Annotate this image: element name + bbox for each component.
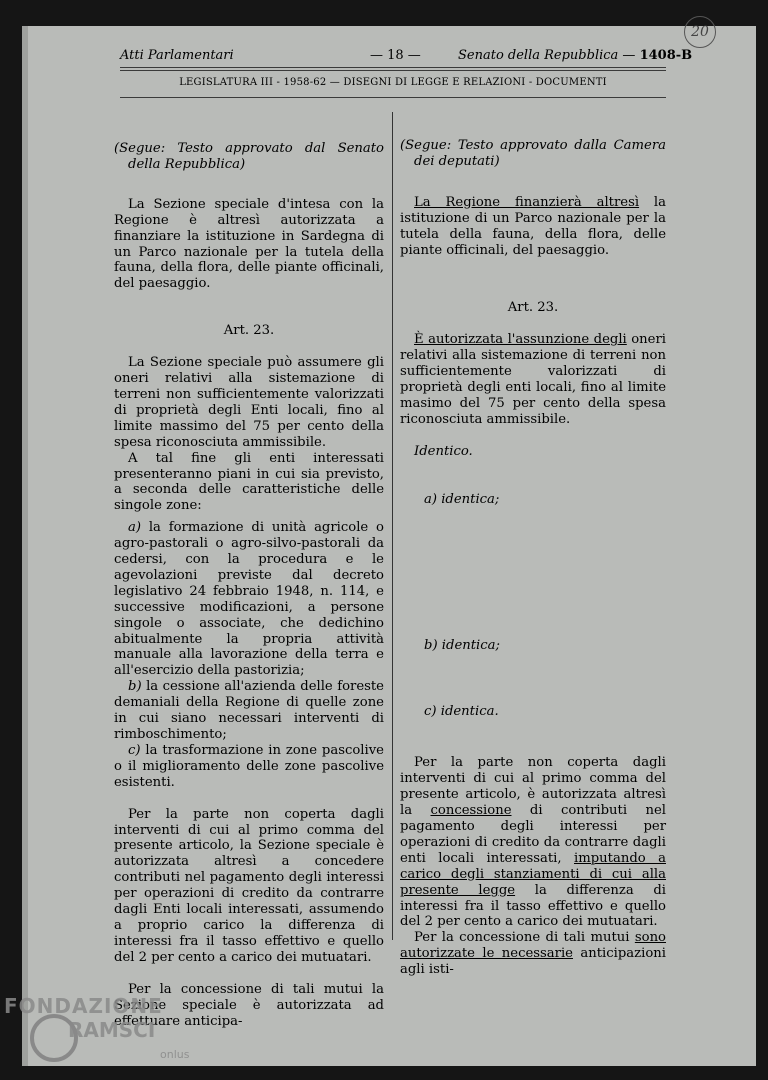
right-item-b: b) identica; [424,637,500,653]
right-para3-u2: imputando a carico degli stanziamenti di cui alla presente legge [400,850,666,898]
right-para1-underlined: È autorizzata l'assunzione degli [414,332,627,348]
left-item-c-text: la trasformazione in zone pascolive o il miglioramento delle zone pascolive esistenti. [114,742,384,790]
left-article: Art. 23. [223,323,275,339]
column-divider [392,112,393,940]
left-item-b-label: b) [128,679,142,695]
header-right-text: Senato della Repubblica — [458,48,636,63]
left-intro: La Sezione speciale d'intesa con la Regione è altresì autorizzata a finanziare la istituzione in Sardegna di un Parco nazionale per la tutela della fauna, della flora, delle piante officinali, del paesaggio. [114,196,384,292]
header-right [458,48,692,63]
left-item-c-label: c) [128,742,141,758]
left-item-a-label: a) [128,520,142,536]
right-intro [400,195,666,259]
right-identico: Identico. [414,443,473,459]
right-heading: (Segue: Testo approvato dalla Camera dei deputati) [400,138,666,169]
left-column [114,110,384,1029]
left-heading: (Segue: Testo approvato dal Senato della Repubblica) [114,141,384,172]
right-para4-u: sono autorizzate le necessarie [400,930,666,962]
right-para3-b: di contributi nel pagamento degli interessi per operazioni di credito da contrarre dagli enti locali interessati, [400,803,666,866]
right-para4 [400,930,666,978]
watermark-line1: FONDAZIONE [4,994,163,1018]
header-rule-bottom [120,97,666,98]
right-column [400,110,666,978]
header-rule-top2 [120,70,666,71]
right-article: Art. 23. [507,300,559,316]
header-rule-top [120,67,666,68]
right-item-c: c) identica. [424,703,499,719]
left-para3: Per la parte non coperta dagli interventi di cui al primo comma del presente articolo, la Sezione speciale è autorizzata altresì a concedere contributi nel pagamento degli interessi per operazioni di credito da contrarre dagli Enti locali interessati, assumendo a proprio carico la differenza di interessi fra il tasso effettivo e quello del 2 per cento a carico dei mutuatari. [114,806,384,965]
right-para3-c: la differenza di interessi fra il tasso effettivo e quello del 2 per cento a carico dei mutuatari. [400,882,666,930]
right-para4-a: Per la concessione di tali mutui [414,930,635,946]
header-left: Atti Parlamentari [120,48,234,63]
right-para3 [400,755,666,930]
right-intro-underlined: La Regione finanzierà altresì [414,194,640,210]
doc-code: 1408-B [639,48,693,63]
left-item-b-text: la cessione all'azienda delle foreste demaniali della Regione di quelle zone in cui siano necessari interventi di rimboschimento; [114,679,384,742]
left-para4: Per la concessione di tali mutui la Sezione speciale è autorizzata ad effettuare anticipa- [114,981,384,1029]
left-para2: A tal fine gli enti interessati presenteranno piani in cui sia previsto, a seconda delle caratteristiche delle singole zone: [114,450,384,514]
right-item-a: a) identica; [424,491,500,507]
page-number: — 18 — [370,48,421,63]
right-para3-a: Per la parte non coperta dagli interventi di cui al primo comma del presente articolo, è autorizzata altresì la [400,755,666,819]
left-item-a-text: la formazione di unità agricole o agro-pastorali o agro-silvo-pastorali da cedersi, con la procedura e le agevolazioni previste dal decreto legislativo 24 febbraio 1948, n. 114, e successive modificazioni, a persone singole o associate, che dedichino abitualmente la propria attività manuale alla lavorazione della terra e all'esercizio della pastorizia; [114,520,384,679]
left-item-c [114,743,384,791]
left-item-a [114,520,384,679]
left-para1: La Sezione speciale può assumere gli oneri relativi alla sistemazione di terreni non sufficientemente valorizzati di proprietà degli Enti locali, fino al limite massimo del 75 per cento della spesa riconosciuta ammissibile. [114,355,384,450]
right-para3-u1: concessione [430,803,512,819]
right-para4-b: anticipazioni agli isti- [400,946,666,978]
right-intro-rest: la istituzione di un Parco nazionale per la tutela della fauna, della flora, delle piante officinali, del paesaggio. [400,194,666,258]
left-item-b [114,679,384,743]
header-subtitle: LEGISLATURA III - 1958-62 — DISEGNI DI LEGGE E RELAZIONI - DOCUMENTI [179,77,607,88]
right-para1-rest: oneri relativi alla sistemazione di terreni non sufficientemente valorizzati di proprietà degli enti locali, fino al limite masimo del 75 per cento della spesa riconosciuta ammissibile. [400,332,666,427]
right-para1 [400,332,666,427]
handwritten-annotation: 20 [684,16,716,48]
watermark-line3: onlus [160,1048,190,1061]
watermark-line2: RAMSCI [68,1018,156,1042]
page-edge [22,26,28,1066]
